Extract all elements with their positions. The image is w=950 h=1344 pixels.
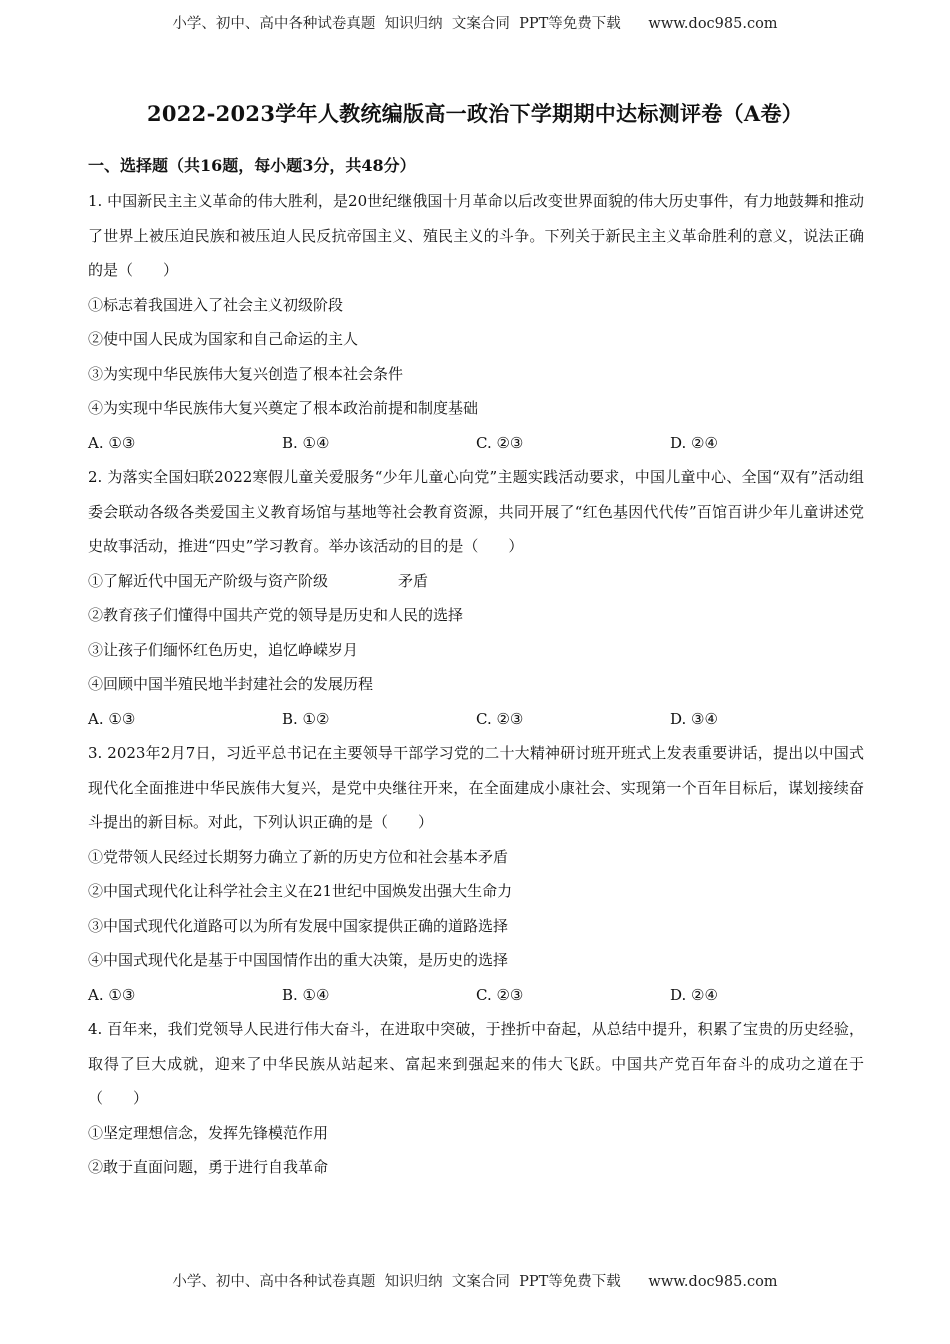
choice-c: C. ②③ xyxy=(476,709,524,728)
statement-option: ④中国式现代化是基于中国国情作出的重大决策，是历史的选择 xyxy=(88,951,509,969)
section-heading: 一、选择题（共16题，每小题3分，共48分） xyxy=(88,156,416,175)
choice-a: A. ①③ xyxy=(88,709,136,728)
question-2 xyxy=(88,460,864,736)
question-4 xyxy=(88,1012,864,1185)
choice-b: B. ①④ xyxy=(282,985,330,1004)
statement-option xyxy=(88,564,864,599)
page-header: 小学、初中、高中各种试卷真题 知识归纳 文案合同 PPT等免费下载 www.doc985.com xyxy=(172,16,778,32)
question-list xyxy=(88,184,864,1185)
statement-option: ④回顾中国半殖民地半封建社会的发展历程 xyxy=(88,675,374,693)
question-stem: 3. 2023年2月7日，习近平总书记在主要领导干部学习党的二十大精神研讨班开班式上发表重要讲话，提出以中国式现代化全面推进中华民族伟大复兴，是党中央继往开来，在全面建成小康社会、实现第一个百年目标后，谋划接续奋斗提出的新目标。对此，下列认识正确的是（ ） xyxy=(88,744,864,831)
answer-choices xyxy=(88,426,864,461)
answer-choices xyxy=(88,978,864,1013)
question-3 xyxy=(88,736,864,1012)
choice-a: A. ①③ xyxy=(88,433,136,452)
statement-option: ①标志着我国进入了社会主义初级阶段 xyxy=(88,295,344,314)
question-stem: 1. 中国新民主主义革命的伟大胜利，是20世纪继俄国十月革命以后改变世界面貌的伟大历史事件，有力地鼓舞和推动了世界上被压迫民族和被压迫人民反抗帝国主义、殖民主义的斗争。下列关于新民主主义革命胜利的意义，说法正确的是（ ） xyxy=(88,192,864,279)
choice-b: B. ①② xyxy=(282,709,330,728)
statement-option: ②敢于直面问题，勇于进行自我革命 xyxy=(88,1158,329,1176)
choice-a: A. ①③ xyxy=(88,985,136,1004)
statement-option: ③为实现中华民族伟大复兴创造了根本社会条件 xyxy=(88,364,404,383)
choice-d: D. ②④ xyxy=(670,985,718,1004)
statement-option: ①党带领人民经过长期努力确立了新的历史方位和社会基本矛盾 xyxy=(88,847,509,866)
question-1 xyxy=(88,184,864,460)
choice-b: B. ①④ xyxy=(282,433,330,452)
statement-option: ④为实现中华民族伟大复兴奠定了根本政治前提和制度基础 xyxy=(88,399,479,417)
choice-d: D. ③④ xyxy=(670,709,718,728)
statement-option: ③中国式现代化道路可以为所有发展中国家提供正确的道路选择 xyxy=(88,916,509,935)
statement-option: ①坚定理想信念，发挥先锋模范作用 xyxy=(88,1123,329,1142)
choice-c: C. ②③ xyxy=(476,985,524,1004)
statement-option: ②使中国人民成为国家和自己命运的主人 xyxy=(88,330,359,348)
page-title: 2022-2023学年人教统编版高一政治下学期期中达标测评卷（A卷） xyxy=(146,101,804,126)
question-stem: 4. 百年来，我们党领导人民进行伟大奋斗，在进取中突破，于挫折中奋起，从总结中提升，积累了宝贵的历史经验，取得了巨大成就，迎来了中华民族从站起来、富起来到强起来的伟大飞跃。中国共产党百年奋斗的成功之道在于（ ） xyxy=(88,1020,864,1107)
statement-option-part: 矛盾 xyxy=(398,571,429,590)
statement-option: ②教育孩子们懂得中国共产党的领导是历史和人民的选择 xyxy=(88,606,464,624)
page-footer: 小学、初中、高中各种试卷真题 知识归纳 文案合同 PPT等免费下载 www.doc985.com xyxy=(172,1274,778,1290)
statement-option: ②中国式现代化让科学社会主义在21世纪中国焕发出强大生命力 xyxy=(88,882,513,900)
choice-d: D. ②④ xyxy=(670,433,718,452)
statement-option: ③让孩子们缅怀红色历史，追忆峥嵘岁月 xyxy=(88,640,359,659)
question-stem: 2. 为落实全国妇联2022寒假儿童关爱服务“少年儿童心向党”主题实践活动要求，中国儿童中心、全国“双有”活动组委会联动各级各类爱国主义教育场馆与基地等社会教育资源，共同开展了“红色基因代代传”百馆百讲少年儿童讲述党史故事活动，推进“四史”学习教育。举办该活动的目的是（ ） xyxy=(88,468,864,555)
choice-c: C. ②③ xyxy=(476,433,524,452)
answer-choices xyxy=(88,702,864,737)
statement-option-part: ①了解近代中国无产阶级与资产阶级 xyxy=(88,571,329,590)
